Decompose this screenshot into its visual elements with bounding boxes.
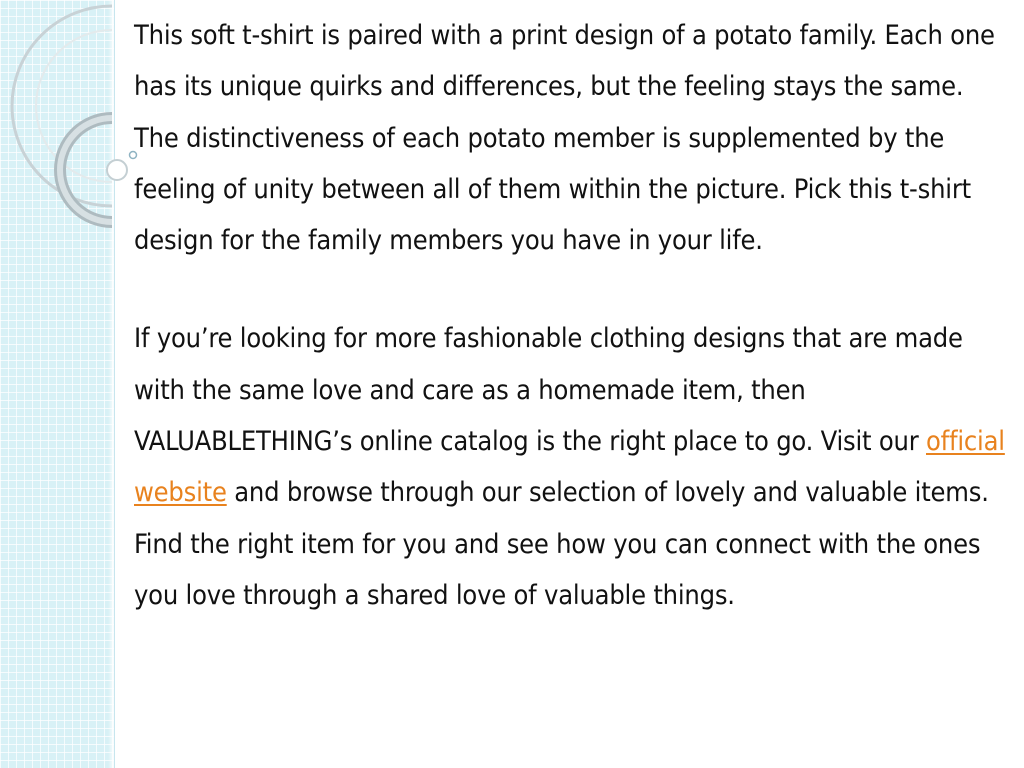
paragraph-cta-lead: If you’re looking for more fashionable clothing designs that are made with the same love and care as a homemade item, then VALUABLETHING’s online catalog is the right place to go. Visit our <box>134 323 963 458</box>
official-website-link[interactable]: official website <box>134 426 1005 509</box>
body-text <box>134 10 1014 621</box>
paragraph-cta <box>134 313 1014 621</box>
paragraph-intro: This soft t-shirt is paired with a print design of a potato family. Each one has its unique quirks and differences, but the feeling stays the same. The distinctiveness of each potato member is supplemented by the feeling of unity between all of them within the picture. Pick this t-shirt design for the family members you have in your life. <box>134 20 995 257</box>
paragraph-cta-tail: and browse through our selection of lovely and valuable items. Find the right item for you and see how you can connect with the ones you love through a shared love of valuable things. <box>134 477 989 611</box>
